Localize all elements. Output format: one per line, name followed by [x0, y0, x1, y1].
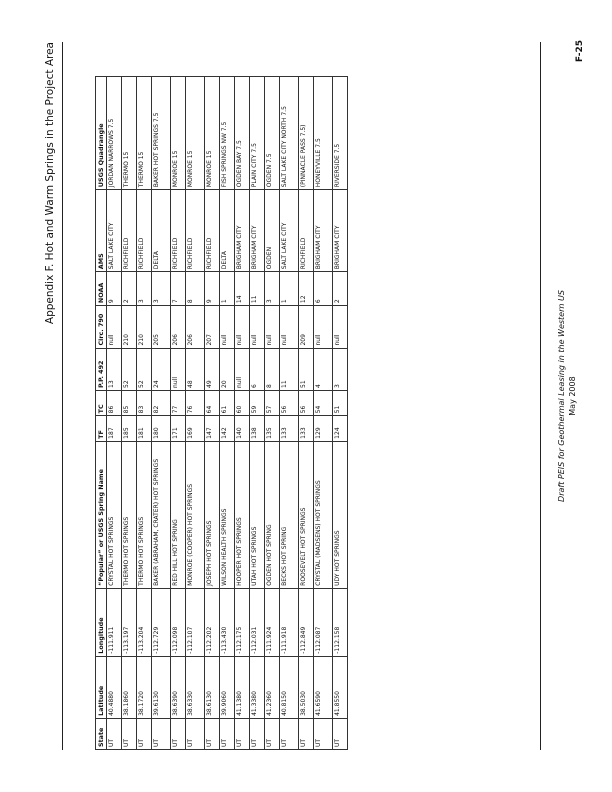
page-number: F-25 [575, 40, 585, 63]
table-cell: 85 [122, 390, 137, 415]
table-cell: UT [137, 718, 152, 749]
table-cell: 6 [314, 272, 333, 306]
table-cell: RED HILL HOT SPRING [171, 441, 186, 588]
table-cell: BECKS HOT SPRING [280, 441, 299, 588]
table-cell: 3 [152, 272, 171, 306]
table-cell: 8 [265, 348, 280, 390]
table-cell: 129 [314, 416, 333, 441]
column-header: Circ. 790 [96, 306, 107, 348]
table-cell: 59 [250, 390, 265, 415]
table-cell: 64 [205, 390, 220, 415]
table-cell: 86 [107, 390, 122, 415]
column-header: TC [96, 390, 107, 415]
table-cell: 14 [235, 272, 250, 306]
table-cell: UT [186, 718, 205, 749]
table-row [265, 77, 280, 750]
table-cell: THERMO 15 [122, 77, 137, 190]
table-cell: 169 [186, 416, 205, 441]
table-cell: null [314, 306, 333, 348]
table-cell: UT [235, 718, 250, 749]
table-cell: -112.175 [235, 588, 250, 656]
table-cell: UT [171, 718, 186, 749]
table-cell: 54 [314, 390, 333, 415]
table-cell: OGDEN BAY 7.5 [235, 77, 250, 190]
column-header: P.P. 492 [96, 348, 107, 390]
table-cell: 41.3380 [250, 656, 265, 718]
table-cell: -112.031 [250, 588, 265, 656]
table-cell: null [280, 306, 299, 348]
table-cell: THERMO HOT SPRINGS [122, 441, 137, 588]
table-cell: THERMO HOT SPRINGS [137, 441, 152, 588]
table-cell: 2 [333, 272, 348, 306]
table-cell: UDY HOT SPRINGS [333, 441, 348, 588]
table-cell: null [333, 306, 348, 348]
table-row [186, 77, 205, 750]
table-cell: JORDAN NARROWS 7.5 [107, 77, 122, 190]
table-header-row [96, 77, 107, 750]
table-cell: 41.1380 [235, 656, 250, 718]
table-cell: 77 [171, 390, 186, 415]
column-header: State [96, 718, 107, 749]
table-row [205, 77, 220, 750]
table-cell: -111.924 [265, 588, 280, 656]
table-cell: 38.6390 [171, 656, 186, 718]
table-cell: 24 [152, 348, 171, 390]
table-cell: 133 [280, 416, 299, 441]
table-cell: 124 [333, 416, 348, 441]
table-cell: HOOPER HOT SPRINGS [235, 441, 250, 588]
table-cell: 60 [235, 390, 250, 415]
table-row [314, 77, 333, 750]
table-cell: UT [107, 718, 122, 749]
table-cell: DELTA [152, 190, 171, 272]
table-row [333, 77, 348, 750]
table-cell: BRIGHAM CITY [250, 190, 265, 272]
table-cell: 140 [235, 416, 250, 441]
table-cell: 41.2360 [265, 656, 280, 718]
table-cell: UT [314, 718, 333, 749]
table-cell: JOSEPH HOT SPRINGS [205, 441, 220, 588]
table-cell: 210 [137, 306, 152, 348]
table-cell: FISH SPRINGS NW 7.5 [220, 77, 235, 190]
table-cell: 138 [250, 416, 265, 441]
table-cell: 41.6590 [314, 656, 333, 718]
table-cell: -112.202 [205, 588, 220, 656]
table-cell: 48 [186, 348, 205, 390]
header-rule [62, 42, 63, 750]
table-cell: BRIGHAM CITY [333, 190, 348, 272]
table-cell: 187 [107, 416, 122, 441]
table-cell: -112.087 [314, 588, 333, 656]
table-row [250, 77, 265, 750]
table-cell: 1 [280, 272, 299, 306]
table-cell: BRIGHAM CITY [314, 190, 333, 272]
table-cell: 38.6130 [205, 656, 220, 718]
table-cell: -111.918 [280, 588, 299, 656]
table-cell: (PINNACLE PASS 7.5) [299, 77, 314, 190]
table-cell: 38.1720 [137, 656, 152, 718]
column-header: NOAA [96, 272, 107, 306]
table-row [171, 77, 186, 750]
table-cell: null [265, 306, 280, 348]
table-cell: RICHFIELD [299, 190, 314, 272]
hot-springs-table [95, 76, 348, 750]
column-header: Latitude [96, 656, 107, 718]
footer-document-title: Draft PEIS for Geothermal Leasing in the Western US [557, 290, 566, 502]
table-cell: 135 [265, 416, 280, 441]
table-cell: UT [250, 718, 265, 749]
table-cell: UTAH HOT SPRINGS [250, 441, 265, 588]
table-cell: SALT LAKE CITY [107, 190, 122, 272]
table-cell: CRYSTAL HOT SPRINGS [107, 441, 122, 588]
table-cell: 3 [265, 272, 280, 306]
table-cell: RICHFIELD [137, 190, 152, 272]
table-cell: 51 [299, 348, 314, 390]
table-cell: 209 [299, 306, 314, 348]
table-cell: UT [280, 718, 299, 749]
table-cell: UT [152, 718, 171, 749]
table-cell: 39.9060 [220, 656, 235, 718]
table-cell: -111.911 [107, 588, 122, 656]
column-header: AMS [96, 190, 107, 272]
table-cell: 49 [205, 348, 220, 390]
appendix-title: Appendix F. Hot and Warm Springs in the Project Area [44, 42, 56, 325]
table-cell: 76 [186, 390, 205, 415]
table-cell: 51 [333, 390, 348, 415]
table-cell: 9 [205, 272, 220, 306]
table-cell: null [107, 306, 122, 348]
table-cell: 205 [152, 306, 171, 348]
table-cell: UT [265, 718, 280, 749]
table-cell: 12 [299, 272, 314, 306]
table-row [107, 77, 122, 750]
table-row [152, 77, 171, 750]
table-cell: 207 [205, 306, 220, 348]
table-cell: 82 [152, 390, 171, 415]
table-cell: 38.5030 [299, 656, 314, 718]
table-cell: CRYSTAL (MADSENS) HOT SPRINGS [314, 441, 333, 588]
table-cell: MONROE 15 [171, 77, 186, 190]
table-cell: UT [205, 718, 220, 749]
table-row [235, 77, 250, 750]
table-cell: PLAIN CITY 7.5 [250, 77, 265, 190]
table-row [299, 77, 314, 750]
table-cell: 41.8550 [333, 656, 348, 718]
table-cell: null [250, 306, 265, 348]
table-cell: UT [220, 718, 235, 749]
table-cell: 11 [250, 272, 265, 306]
table-row [122, 77, 137, 750]
table-cell: 4 [314, 348, 333, 390]
table-cell: 7 [171, 272, 186, 306]
table-cell: BAKER HOT SPRINGS 7.5 [152, 77, 171, 190]
table-cell: DELTA [220, 190, 235, 272]
table-cell: SALT LAKE CITY [280, 190, 299, 272]
table-cell: OGDEN HOT SPRING [265, 441, 280, 588]
table-cell: -113.197 [122, 588, 137, 656]
column-header: Longitude [96, 588, 107, 656]
table-cell: 3 [333, 348, 348, 390]
table-cell: 181 [137, 416, 152, 441]
table-cell: 2 [122, 272, 137, 306]
table-cell: SALT LAKE CITY NORTH 7.5 [280, 77, 299, 190]
column-header: “Popular” or USGS Spring Name [96, 441, 107, 588]
table-cell: 185 [122, 416, 137, 441]
table-body [107, 77, 348, 750]
table-cell: 83 [137, 390, 152, 415]
table-cell: 20 [220, 348, 235, 390]
table-cell: -112.107 [186, 588, 205, 656]
table-cell: RICHFIELD [171, 190, 186, 272]
column-header: TF [96, 416, 107, 441]
table-cell: null [235, 348, 250, 390]
table-cell: THERMO 15 [137, 77, 152, 190]
table-cell: WILSON HEALTH SPRINGS [220, 441, 235, 588]
table-row [137, 77, 152, 750]
table-cell: RICHFIELD [205, 190, 220, 272]
table-cell: 56 [280, 390, 299, 415]
table-cell: UT [122, 718, 137, 749]
table-cell: null [220, 306, 235, 348]
table-cell: 52 [122, 348, 137, 390]
table-cell: MONROE 15 [186, 77, 205, 190]
table-cell: -113.204 [137, 588, 152, 656]
table-cell: 171 [171, 416, 186, 441]
table-cell: 61 [220, 390, 235, 415]
table-cell: 40.8150 [280, 656, 299, 718]
table-row [280, 77, 299, 750]
table-cell: RICHFIELD [122, 190, 137, 272]
column-header: USGS Quadrangle [96, 77, 107, 190]
footer-rule [540, 42, 541, 750]
table-cell: 13 [107, 348, 122, 390]
table-cell: UT [333, 718, 348, 749]
table-cell: MONROE 15 [205, 77, 220, 190]
table-cell: null [235, 306, 250, 348]
table-cell: 210 [122, 306, 137, 348]
table-cell: 3 [137, 272, 152, 306]
table-cell: 142 [220, 416, 235, 441]
table-cell: 11 [280, 348, 299, 390]
table-cell: 52 [137, 348, 152, 390]
table-cell: BAKER (ABRAHAM, CRATER) HOT SPRINGS [152, 441, 171, 588]
table-cell: OGDEN [265, 190, 280, 272]
table-cell: 39.6130 [152, 656, 171, 718]
table-cell: 38.6330 [186, 656, 205, 718]
table-cell: RICHFIELD [186, 190, 205, 272]
table-cell: 206 [171, 306, 186, 348]
table-cell: UT [299, 718, 314, 749]
table-cell: ROOSEVELT HOT SPRINGS [299, 441, 314, 588]
table-cell: 1 [220, 272, 235, 306]
table-cell: 180 [152, 416, 171, 441]
table-cell: 206 [186, 306, 205, 348]
table-cell: RIVERSIDE 7.5 [333, 77, 348, 190]
table-cell: -113.430 [220, 588, 235, 656]
table-cell: HONEYVILLE 7.5 [314, 77, 333, 190]
table-cell: BRIGHAM CITY [235, 190, 250, 272]
table-cell: 6 [250, 348, 265, 390]
table-cell: null [171, 348, 186, 390]
table-cell: 56 [299, 390, 314, 415]
table-cell: OGDEN 7.5 [265, 77, 280, 190]
table-cell: -112.729 [152, 588, 171, 656]
table-cell: MONROE (COOPER) HOT SPRINGS [186, 441, 205, 588]
table-cell: -112.849 [299, 588, 314, 656]
table-cell: -112.158 [333, 588, 348, 656]
table-cell: 38.1860 [122, 656, 137, 718]
table-cell: 133 [299, 416, 314, 441]
table-cell: 147 [205, 416, 220, 441]
table-cell: 40.4880 [107, 656, 122, 718]
footer-date: May 2008 [568, 376, 577, 416]
table-cell: 9 [107, 272, 122, 306]
table-cell: 57 [265, 390, 280, 415]
table-row [220, 77, 235, 750]
table-cell: -112.098 [171, 588, 186, 656]
table-cell: 8 [186, 272, 205, 306]
